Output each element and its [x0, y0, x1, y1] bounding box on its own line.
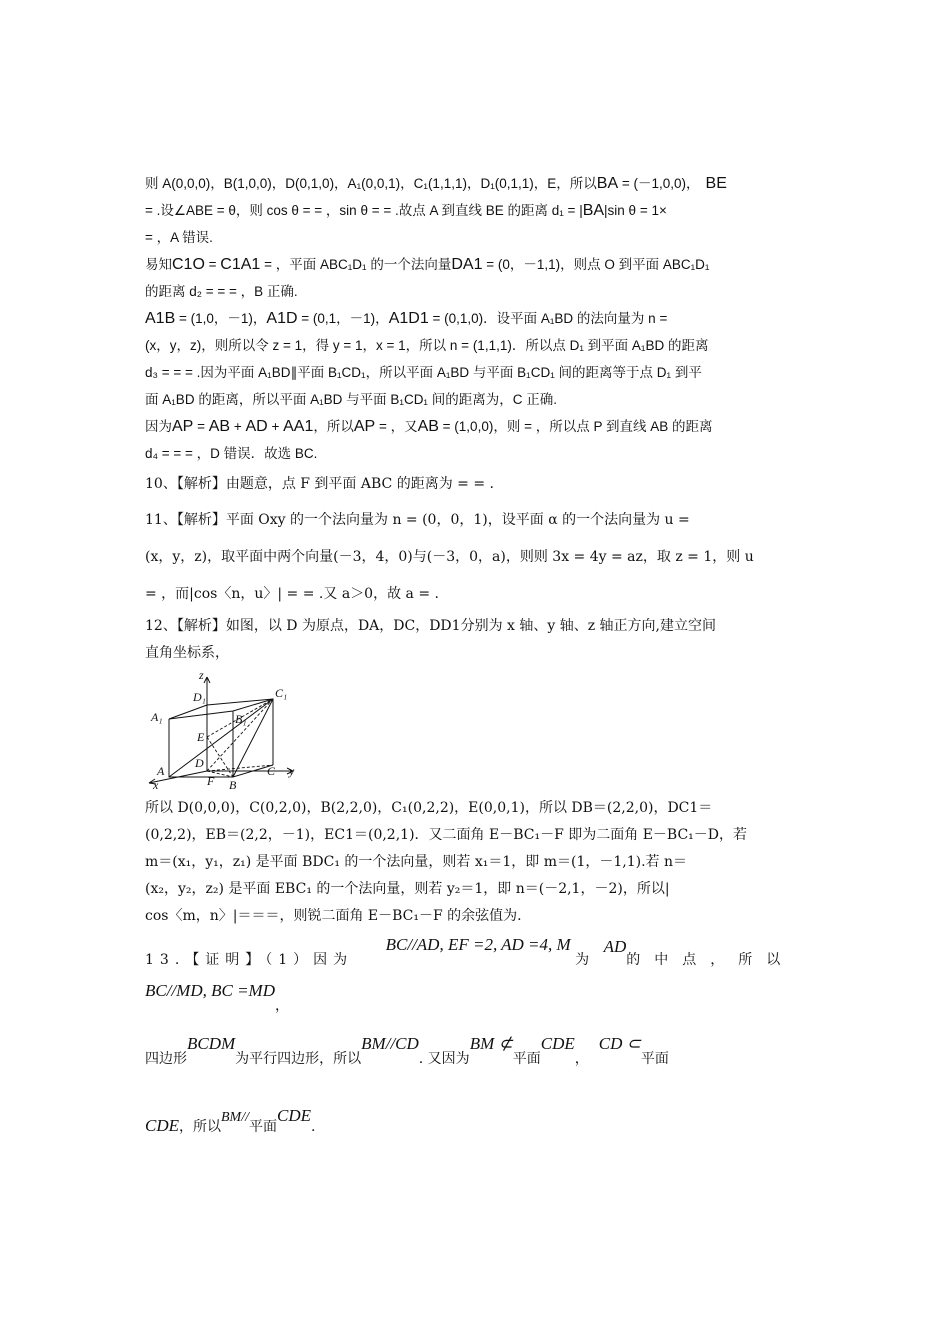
- text: ，: [275, 998, 289, 1014]
- label-E: E: [197, 730, 205, 744]
- text: d₃ = = = .因为平面 A₁BD∥平面 B₁CD₁，所以平面 A₁BD 与平面 B₁CD₁ 间的距离等于点 D₁ 到平: [145, 365, 702, 380]
- text: =: [204, 257, 221, 272]
- math: CDE: [145, 1116, 179, 1135]
- label-D1: D₁: [193, 690, 206, 704]
- text: = (0，－1,1)，则点 O 到平面 ABC₁D₁: [482, 257, 710, 272]
- label-x: x: [153, 778, 159, 789]
- vector: AD: [245, 418, 268, 435]
- label-z: z: [199, 671, 204, 682]
- math: BM ⊄: [469, 1034, 513, 1053]
- text: 直角坐标系，: [145, 645, 229, 661]
- text: = .设∠ABE = θ，则 cos θ = = ，sin θ = = .故点 A 到直线 BE 的距离 d₁ = |: [145, 203, 583, 218]
- vector: AP: [353, 418, 376, 435]
- text: 13.【证明】（1）因为: [145, 952, 354, 968]
- text: 平面: [249, 1119, 277, 1135]
- text: 为: [575, 952, 590, 968]
- vector: A1D1: [388, 310, 429, 327]
- label-A1: A₁: [151, 710, 163, 724]
- math: AD: [603, 937, 627, 956]
- text: 平面: [640, 1051, 669, 1067]
- cube-figure: [145, 671, 305, 789]
- text: 11、【解析】平面 Oxy 的一个法向量为 n = (0，0，1)，设平面 α 的一个法向量为 u =: [145, 512, 690, 528]
- text: =: [193, 419, 209, 434]
- vector: AB: [208, 418, 231, 435]
- math: BC//AD, EF =2, AD =4, M: [385, 935, 571, 954]
- math: BM//: [221, 1110, 249, 1125]
- text: = ，平面 ABC₁D₁ 的一个法向量: [260, 257, 452, 272]
- text: .: [311, 1119, 316, 1135]
- vector: A1B: [145, 310, 176, 327]
- vector: BA: [582, 202, 605, 219]
- text: 12、【解析】如图，以 D 为原点，DA，DC，DD1分别为 x 轴、y 轴、z 轴正方向,建立空间: [145, 618, 716, 634]
- label-y: y: [289, 764, 295, 778]
- vector: C1O: [172, 256, 205, 273]
- math: BC//MD, BC =MD: [145, 981, 275, 1000]
- text: 的距离 d₂ = = = ，B 正确.: [145, 284, 298, 299]
- label-C1: C₁: [275, 686, 288, 700]
- text: ，所以: [313, 419, 354, 434]
- label-A: A: [157, 764, 165, 778]
- math: BCDM: [187, 1034, 236, 1053]
- text: = (1,0,0)，则 = ，所以点 P 到直线 AB 的距离: [438, 419, 713, 434]
- text: cos〈m，n〉|＝＝＝，则锐二面角 E－BC₁－F 的余弦值为.: [145, 908, 522, 924]
- text: d₄ = = = ，D 错误．故选 BC.: [145, 446, 318, 461]
- paragraph-13: [145, 935, 807, 1173]
- text: = ，又: [375, 419, 418, 434]
- vector: A1D: [266, 310, 298, 327]
- text: |sin θ = 1×: [604, 203, 667, 218]
- text: = (0,1，－1)，: [297, 311, 389, 326]
- text: 四边形: [145, 1051, 187, 1067]
- text: . 又因为: [418, 1051, 470, 1067]
- text: = ，A 错误.: [145, 230, 213, 245]
- text: 因为: [145, 419, 172, 434]
- text: ，所以: [179, 1119, 221, 1135]
- text: (x，y，z)，取平面中两个向量(－3，4，0)与(－3，0，a)，则则 3x = 4y = az，取 z = 1，则 u: [145, 549, 754, 565]
- math: CDE: [540, 1034, 575, 1053]
- text: 平面: [512, 1051, 541, 1067]
- text: = (1,0，－1)，: [175, 311, 267, 326]
- math: CDE: [277, 1106, 311, 1125]
- paragraph-p1: [145, 170, 807, 251]
- text: 易知: [145, 257, 172, 272]
- math: BM//CD: [361, 1034, 419, 1053]
- vector: BE: [705, 175, 727, 192]
- text: +: [230, 419, 246, 434]
- vector: AB: [417, 418, 439, 435]
- paragraph-p4: [145, 413, 807, 467]
- text: 则 A(0,0,0)，B(1,0,0)，D(0,1,0)，A₁(0,0,1)，C₁(1,1,1)，D₁(0,1,1)，E，所以: [145, 176, 597, 191]
- math: CD ⊂: [598, 1034, 641, 1053]
- label-B1: B₁: [235, 712, 247, 726]
- paragraph-10: 10、【解析】由题意，点 F 到平面 ABC 的距离为 = = .: [145, 476, 494, 492]
- vector: C1A1: [220, 256, 261, 273]
- text: = (－1,0,0)，: [618, 176, 700, 191]
- label-C: C: [267, 764, 276, 778]
- text: +: [267, 419, 284, 434]
- label-D: D: [195, 756, 204, 770]
- text: = (0,1,0)．设平面 A₁BD 的法向量为 n =: [428, 311, 668, 326]
- vector: DA1: [451, 256, 483, 273]
- text: (x，y，z)，则所以令 z = 1，得 y = 1，x = 1，所以 n = (1,1,1)．所以点 D₁ 到平面 A₁BD 的距离: [145, 338, 709, 353]
- text: (0,2,2)，EB＝(2,2，－1)，EC1＝(0,2,1)．又二面角 E－BC₁－F 即为二面角 E－BC₁－D，若: [145, 827, 748, 843]
- text: = ，而|cos〈n，u〉| = = .又 a＞0，故 a = .: [145, 586, 439, 602]
- vector: AA1: [283, 418, 314, 435]
- paragraph-12: [145, 613, 807, 930]
- text: 的中点，所以: [626, 952, 795, 968]
- label-B: B: [229, 778, 237, 789]
- text: ，: [574, 1051, 589, 1067]
- paragraph-p2: [145, 251, 807, 305]
- text: 所以 D(0,0,0)，C(0,2,0)，B(2,2,0)，C₁(0,2,2)，E(0,0,1)，所以 DB＝(2,2,0)，DC1＝: [145, 800, 713, 816]
- paragraph-11: [145, 502, 807, 613]
- text: m＝(x₁，y₁，z₁) 是平面 BDC₁ 的一个法向量，则若 x₁＝1，即 m＝(1，－1,1).若 n＝: [145, 854, 688, 870]
- text: 面 A₁BD 的距离，所以平面 A₁BD 与平面 B₁CD₁ 间的距离为，C 正确.: [145, 392, 557, 407]
- vector: BA: [596, 175, 619, 192]
- label-F: F: [207, 774, 215, 788]
- paragraph-p3: [145, 305, 807, 413]
- text: (x₂，y₂，z₂) 是平面 EBC₁ 的一个法向量，则若 y₂＝1，即 n＝(－2,1，－2)，所以|: [145, 881, 670, 897]
- text: 为平行四边形，所以: [235, 1051, 362, 1067]
- vector: AP: [172, 418, 194, 435]
- document-page: [145, 170, 807, 1173]
